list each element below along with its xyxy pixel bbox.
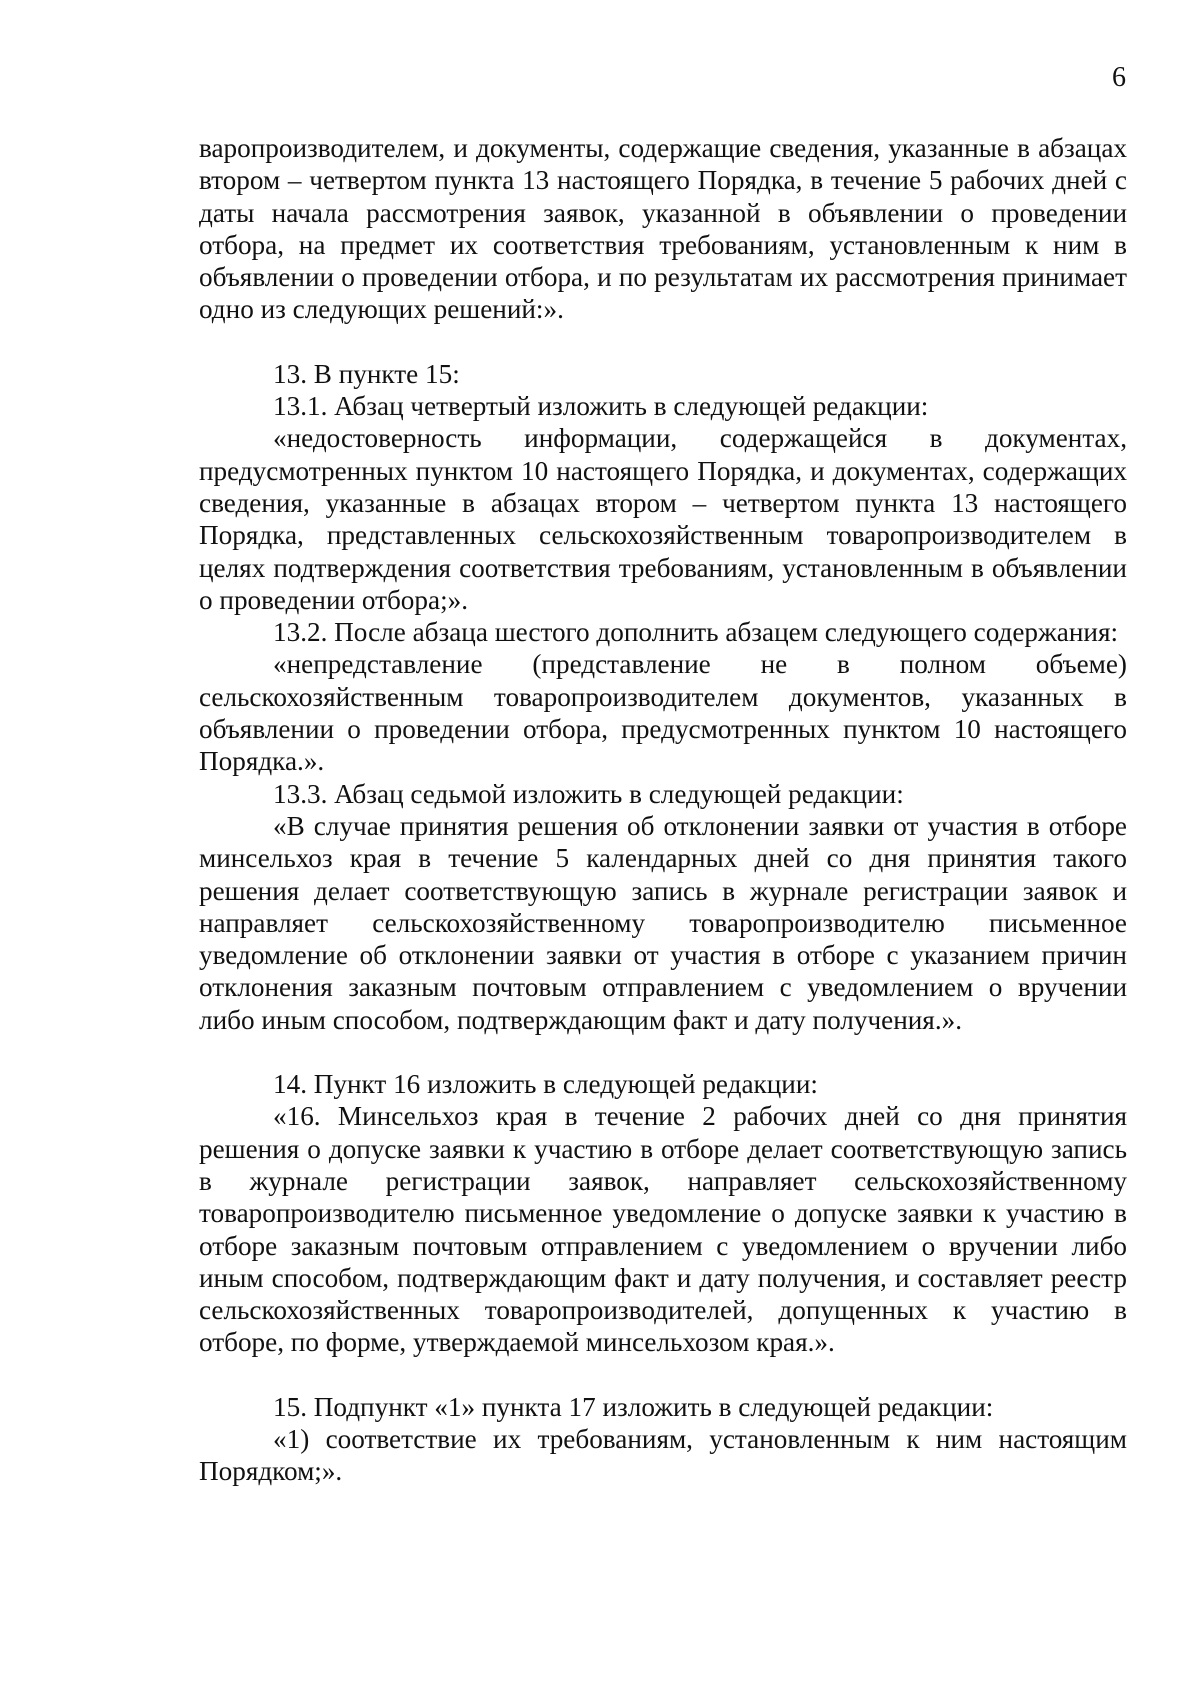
paragraph-item-13-2: 13.2. После абзаца шестого дополнить абзацем следующего содержания:	[273, 617, 1119, 648]
paragraph-quote-13-2: «непредставление (представление не в полном объеме) сельскохозяйственным товаропроизводителем документов, указанных в объявлении о проведении отбора, предусмотренных пунктом 10 настоящего Порядка.».	[199, 649, 1127, 777]
document-body	[199, 132, 1127, 1488]
paragraph-item-13: 13. В пункте 15:	[273, 358, 460, 389]
paragraph-quote-14: «16. Минсельхоз края в течение 2 рабочих дней со дня принятия решения о допуске заявки к участию в отборе делает соответствующую запись в журнале регистрации заявок, направляет сельскохозяйственному товаропроизводителю письменное уведомление о допуске заявки к участию в отборе заказным почтовым отправлением с уведомлением о вручении либо иным способом, подтверждающим факт и дату получения, и составляет реестр сельскохозяйственных товаропроизводителей, допущенных к участию в отборе, по форме, утверждаемой минсельхозом края.».	[199, 1101, 1127, 1358]
paragraph-quote-15: «1) соответствие их требованиям, установленным к ним настоящим Порядком;».	[199, 1423, 1127, 1487]
paragraph-quote-13-3: «В случае принятия решения об отклонении заявки от участия в отборе минсельхоз края в течение 5 календарных дней со дня принятия такого решения делает соответствующую запись в журнале регистрации заявок и направляет сельскохозяйственному товаропроизводителю письменное уведомление об отклонении заявки от участия в отборе с указанием причин отклонения заказным почтовым отправлением с уведомлением о вручении либо иным способом, подтверждающим факт и дату получения.».	[199, 810, 1127, 1035]
paragraph-continuation: варопроизводителем, и документы, содержащие сведения, указанные в абзацах втором – четвертом пункта 13 настоящего Порядка, в течение 5 рабочих дней с даты начала рассмотрения заявок, указанной в объявлении о проведении отбора, на предмет их соответствия требованиям, установленным к ним в объявлении о проведении отбора, и по результатам их рассмотрения принимает одно из следующих решений:».	[199, 133, 1127, 325]
paragraph-item-13-1: 13.1. Абзац четвертый изложить в следующей редакции:	[273, 391, 929, 422]
paragraph-quote-13-1: «недостоверность информации, содержащейся в документах, предусмотренных пунктом 10 настоящего Порядка, и документах, содержащих сведения, указанные в абзацах втором – четвертом пункта 13 настоящего Порядка, представленных сельскохозяйственным товаропроизводителем в целях подтверждения соответствия требованиям, установленным в объявлении о проведении отбора;».	[199, 423, 1127, 615]
paragraph-item-14: 14. Пункт 16 изложить в следующей редакции:	[273, 1069, 818, 1100]
page-number: 6	[1112, 62, 1126, 93]
paragraph-item-15: 15. Подпункт «1» пункта 17 изложить в следующей редакции:	[273, 1391, 994, 1422]
paragraph-item-13-3: 13.3. Абзац седьмой изложить в следующей редакции:	[273, 778, 904, 809]
